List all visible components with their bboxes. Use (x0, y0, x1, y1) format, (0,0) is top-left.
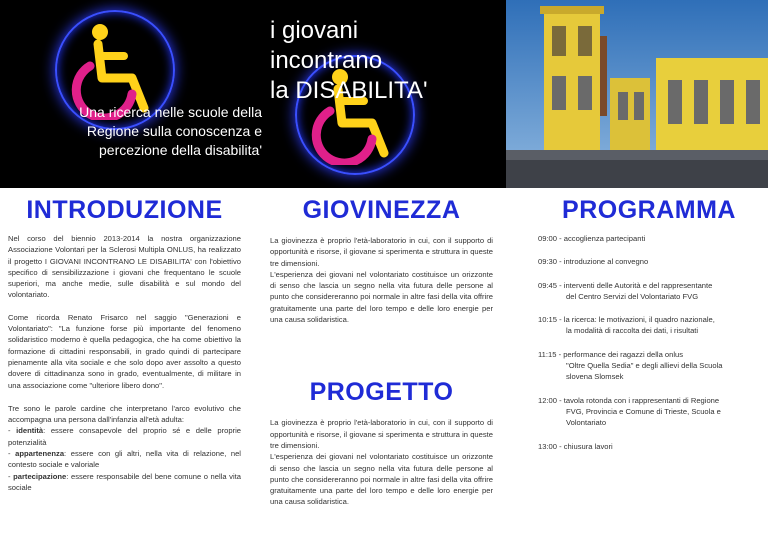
intro-paragraph: Nel corso del biennio 2013-2014 la nostra organizzazione Associazione Volontari per la Sclerosi Multipla ONLUS, ha realizzato il progetto I GIOVANI INCONTRANO LE DISABILITA' con l'obiettivo specifico di sensibilizzazione i giovani che frequentano le scuole superiori, ma anche medie, sulle disabilità e sul mondo del volontariato. (8, 234, 241, 300)
programma-time: 11:15 (538, 349, 557, 359)
programma-heading: PROGRAMMA (562, 196, 736, 224)
programma-desc: - chiusura lavori (557, 441, 613, 451)
programma-time: 13:00 (538, 441, 558, 451)
programma-item (538, 441, 760, 452)
programma-list (538, 233, 760, 452)
giovinezza-paragraph (270, 235, 493, 325)
keyword-text: : essere consapevole del proprio sé e delle proprie potenzialità (8, 426, 241, 447)
programma-desc: del Centro Servizi del Volontariato FVG (566, 291, 699, 301)
intro-paragraph: Tre sono le parole cardine che interpretano l'arco evolutivo che accompagna una persona dall'infanzia all'età adulta: - identità: essere consapevole del proprio sé e delle proprie potenzialità - appartenenza: essere con gli altri, nella vita di relazione, nel contesto sociale e valoriale - partecipazione: essere responsabile del bene comune o nella vita sociale (8, 403, 241, 492)
intro-keywords-lead: Tre sono le parole cardine che interpretano l'arco evolutivo che accompagna una persona dall'infanzia all'età adulta: (8, 403, 241, 425)
programma-desc: la modalità di raccolta dei dati, i risultati (566, 326, 699, 336)
tagline-line: Regione sulla conoscenza e (86, 123, 262, 139)
giovinezza-heading: GIOVINEZZA (302, 196, 461, 224)
keyword-term: identità (16, 426, 44, 436)
programma-desc: - introduzione al convegno (557, 257, 649, 267)
programma-item (538, 349, 760, 383)
keyword-term: appartenenza (15, 449, 65, 459)
programma-item (538, 395, 760, 429)
programma-item (538, 280, 760, 303)
programma-desc: FVG, Provincia e Comune di Trieste, Scuola e (566, 406, 721, 416)
programma-desc: Volontariato (566, 418, 607, 428)
programma-desc: "Oltre Quella Sedia" e degli allievi della Scuola (566, 361, 723, 371)
keyword-term: partecipazione (13, 471, 67, 481)
programma-item (538, 233, 760, 244)
programma-item (538, 314, 760, 337)
tagline-line: Una ricerca nelle scuole della (79, 104, 262, 120)
giovinezza-text: L'esperienza dei giovani nel volontariato costituisce un orizzonte di senso che lascia un segno nella vita futura delle persone al punto che considereranno poi normale in altre fasi della vita offrire gratuitamente una parte del loro tempo e delle loro energie per una causa solidaristica. (270, 269, 493, 325)
progetto-paragraph (270, 417, 493, 507)
intro-paragraph: Come ricorda Renato Frisarco nel saggio "Generazioni e Volontariato": "La funzione forse più importante del fenomeno solidaristico moderno è quella pedagogica, che ha come obiettivo la formazione di cittadini responsabili, in grado quindi di partecipare pienamente alla vita sociale e che solo dopo aver assolto a questo dovere di cittadinanza sono in grado, eventualmente, di militare in una associazione come "ulteriore libero dono". (8, 312, 241, 390)
programma-desc: - accoglienza partecipanti (557, 234, 646, 243)
keyword-text: : essere con gli altri, nella vita di relazione, nel contesto sociale e valoriale (8, 449, 241, 470)
headline-line: la DISABILITA' (270, 77, 428, 104)
progetto-text: La giovinezza è proprio l'età-laboratorio in cui, con il supporto di opportunità e risorse, il giovane si sperimenta e struttura in queste tre dimensioni. (270, 418, 493, 450)
headline-line: incontrano (270, 47, 383, 74)
introduzione-heading: INTRODUZIONE (26, 196, 223, 224)
programma-desc: slovena Slomsek (566, 372, 624, 382)
programma-time: 09:30 (538, 257, 558, 267)
programma-section (538, 195, 760, 464)
giovinezza-text: La giovinezza è proprio l'età-laboratorio in cui, con il supporto di opportunità e risorse, il giovane si sperimenta e struttura in queste tre dimensioni. (270, 236, 493, 268)
building-photo (506, 0, 768, 188)
programma-desc: - tavola rotonda con i rappresentanti di Regione (557, 395, 720, 405)
programma-time: 09:45 (538, 280, 558, 290)
header-banner (0, 0, 768, 188)
tagline-line: percezione della disabilita' (99, 142, 262, 158)
programma-time: 12:00 (538, 395, 558, 405)
middle-column (270, 195, 493, 508)
introduzione-section (8, 195, 241, 493)
programma-time: 09:00 (538, 234, 558, 243)
programma-time: 10:15 (538, 315, 558, 325)
progetto-heading: PROGETTO (309, 378, 454, 407)
progetto-text: L'esperienza dei giovani nel volontariato costituisce un orizzonte di senso che lascia un segno nella vita futura delle persone al punto che considereranno poi normale in altre fasi della vita offrire gratuitamente una parte del loro tempo e delle loro energie per una causa solidaristica. (270, 452, 493, 507)
programma-desc: - la ricerca: le motivazioni, il quadro nazionale, (557, 315, 715, 325)
programma-item (538, 256, 760, 267)
keyword-text: : essere responsabile del bene comune o nella vita sociale (8, 471, 241, 492)
banner-tagline (30, 103, 262, 160)
headline-line: i giovani (270, 17, 359, 44)
programma-desc: - performance dei ragazzi della onlus (556, 349, 684, 359)
programma-desc: - interventi delle Autorità e del rappresentante (557, 280, 713, 290)
banner-headline (270, 16, 428, 106)
